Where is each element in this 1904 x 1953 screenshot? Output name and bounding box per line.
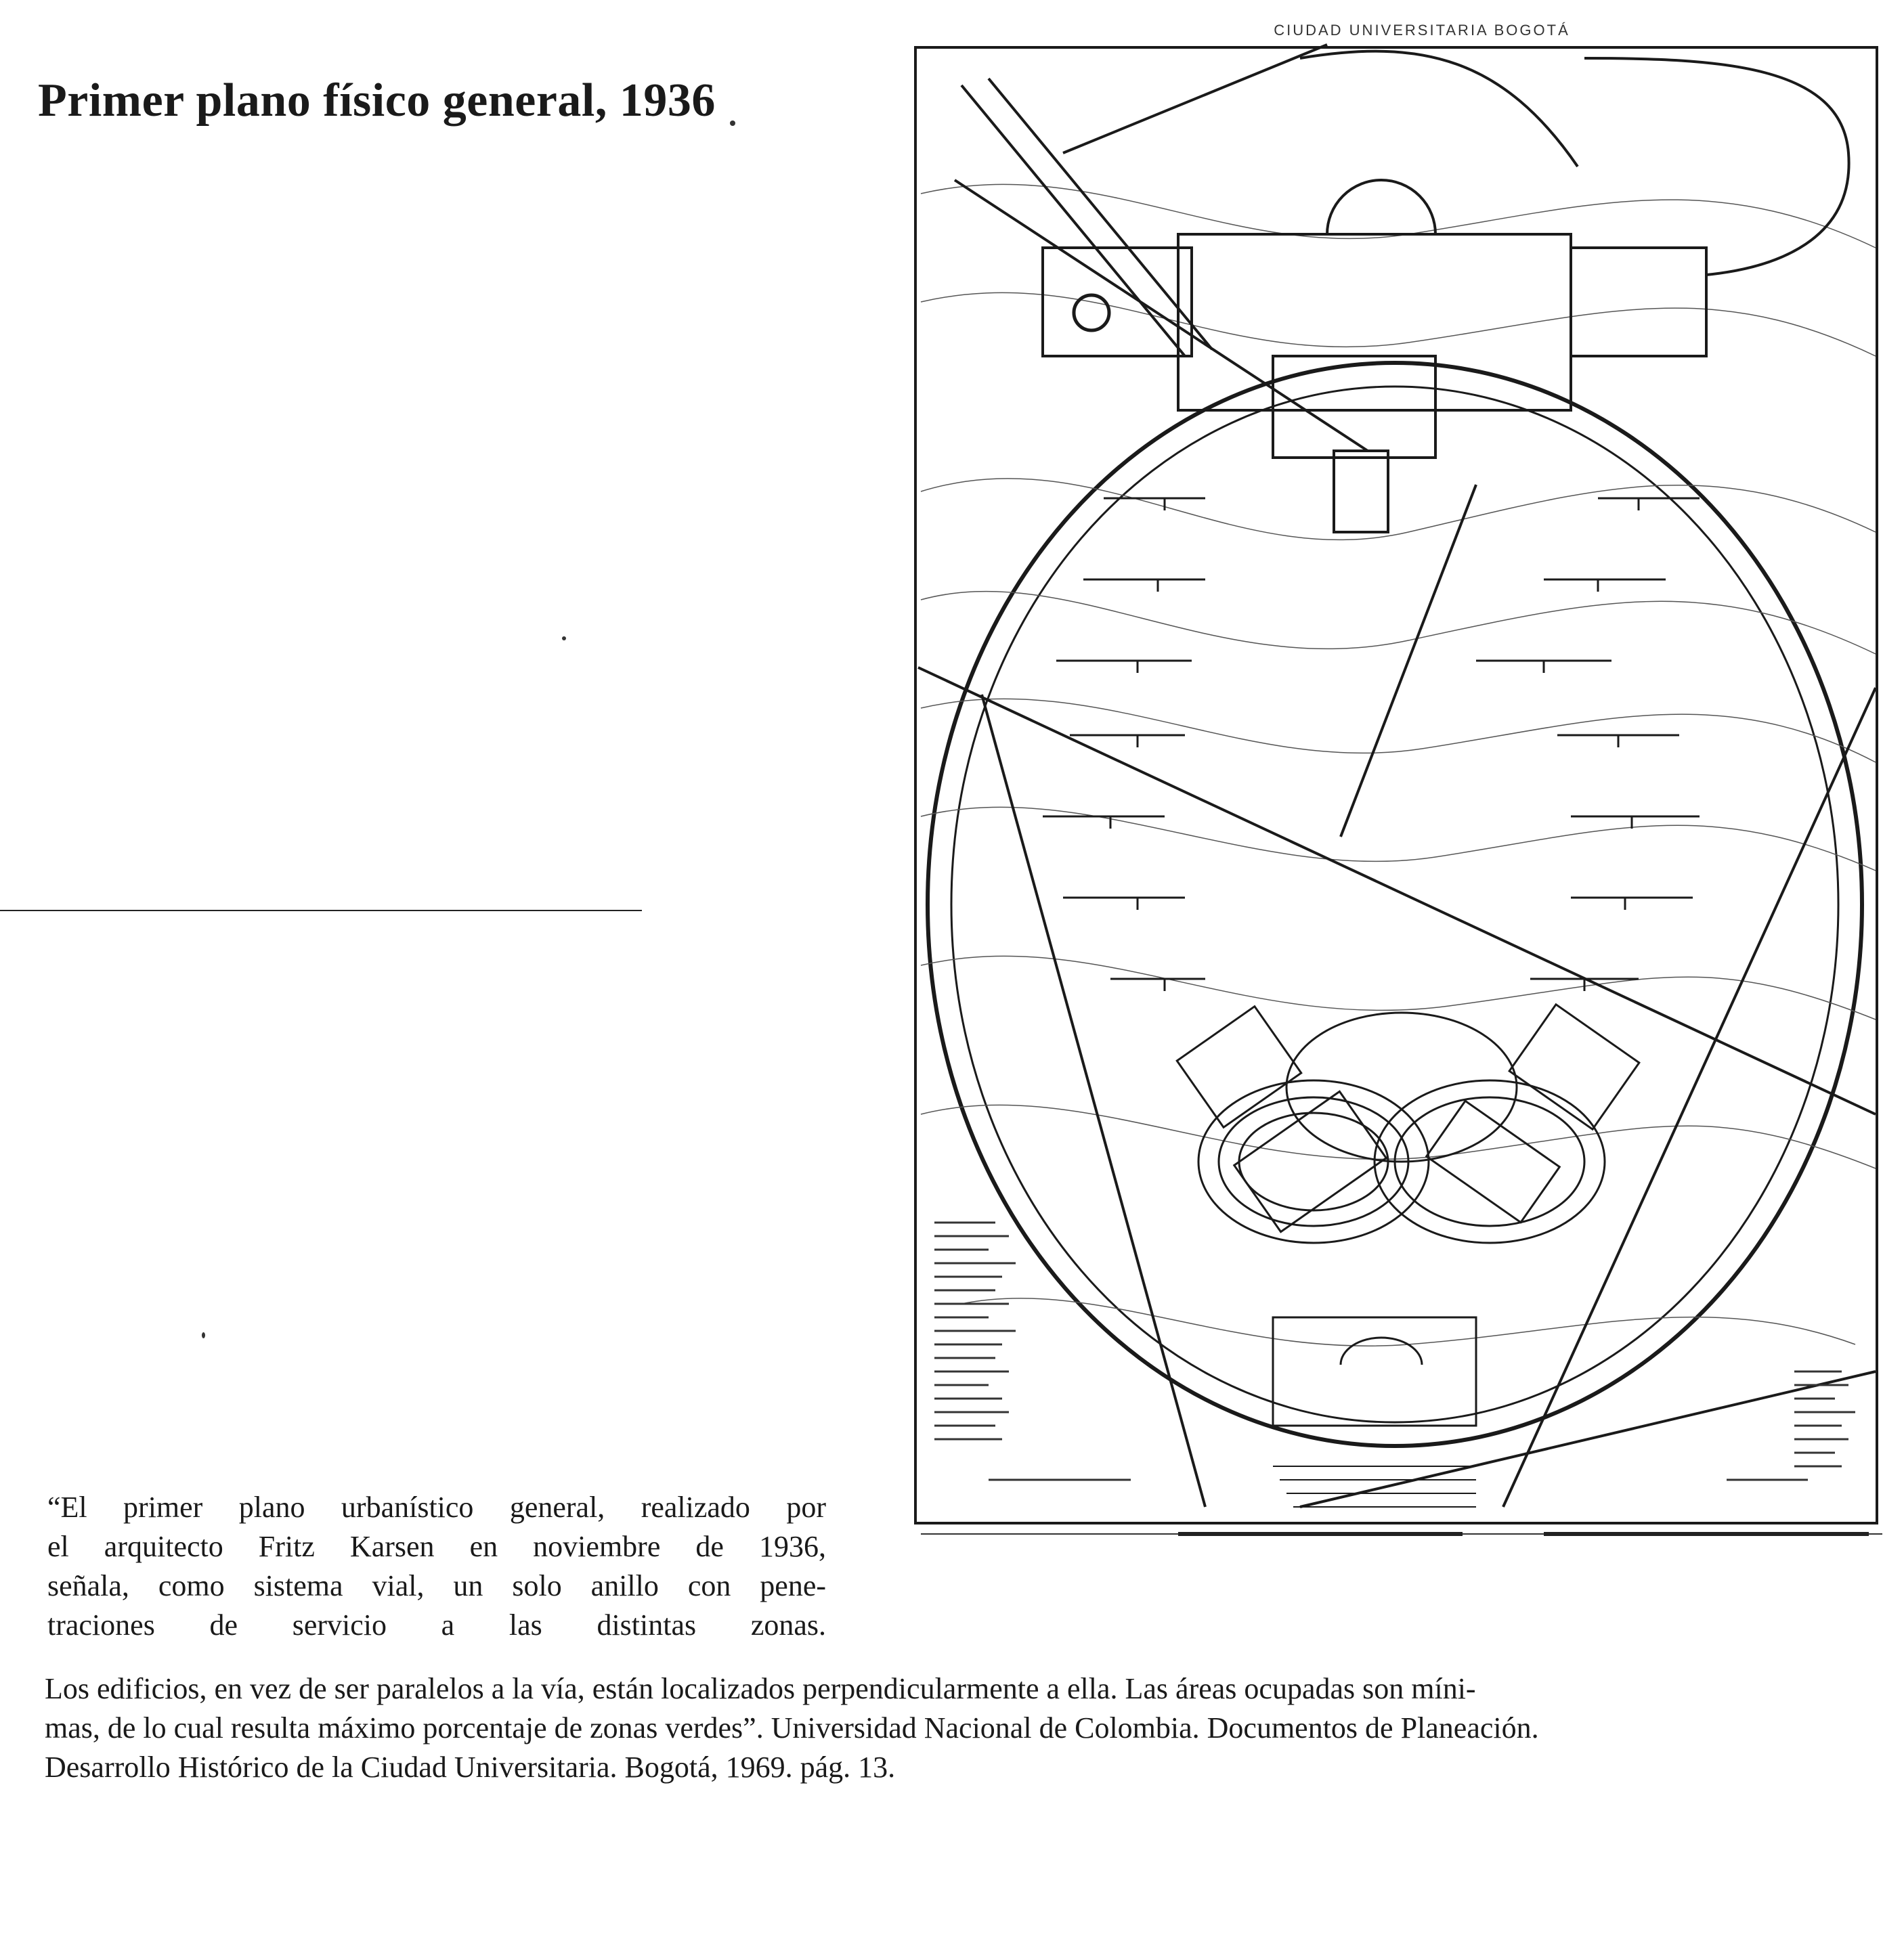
contour-line [921,184,1876,248]
caption-intro-line: traciones de servicio a las distintas zonas. [47,1608,826,1642]
diagonal-road [1341,485,1476,837]
building-right [1557,735,1679,747]
caption-body-line: Los edificios, en vez de ser paralelos a la vía, están localizados perpendicularmente a ella. Las áreas ocupadas son míni- [45,1672,1476,1705]
building-left [1110,979,1205,991]
scan-speck [730,120,735,126]
plan-frame [915,47,1877,1523]
caption-body [45,1669,1893,1787]
caption-intro-line: señala, como sistema vial, un solo anillo con pene- [47,1569,826,1602]
sports-building [1177,1007,1301,1128]
ring-road-outer [928,363,1862,1446]
building-left [1043,816,1165,829]
top-building [1043,248,1192,356]
page-title: Primer plano físico general, 1936 [38,74,716,127]
stadium-field [1234,1091,1386,1231]
diagonal-road [918,667,1876,1114]
caption-intro-line: “El primer plano urbanístico general, realizado por [47,1491,826,1524]
top-road [1300,51,1578,167]
south-building [1273,1317,1476,1426]
top-road [1063,45,1327,153]
building-right [1544,579,1666,592]
contour-line [921,1105,1876,1168]
top-building [1334,451,1388,532]
contour-line [921,292,1876,356]
contour-line [921,592,1876,654]
building-left [1063,898,1185,910]
top-building [1178,234,1571,410]
divider-line [0,910,642,911]
plan-header-label: CIUDAD UNIVERSITARIA BOGOTÁ [1274,22,1570,39]
caption-body-line: Desarrollo Histórico de la Ciudad Universitaria. Bogotá, 1969. pág. 13. [45,1751,896,1784]
top-road [1584,58,1849,275]
stadium-track [1395,1097,1584,1226]
caption-intro-line: el arquitecto Fritz Karsen en noviembre de 1936, [47,1530,826,1563]
campus-plan-drawing [894,18,1896,1554]
caption-intro [47,1488,826,1645]
caption-body-line: mas, de lo cual resulta máximo porcentaje de zonas verdes”. Universidad Nacional de Colombia. Documentos de Planeación. [45,1711,1539,1744]
plaza-circle [1074,295,1109,330]
stadium-field [1427,1101,1560,1222]
legend-right [1794,1372,1855,1466]
top-building [1571,248,1706,356]
diagonal-road [1300,1372,1876,1507]
legend-left [934,1223,1016,1439]
sports-building [1509,1005,1639,1129]
scan-speck [202,1332,205,1338]
ring-road-inner [951,387,1838,1422]
top-dome [1327,180,1435,234]
building-left [1083,579,1205,592]
south-dome [1341,1338,1422,1365]
building-right [1571,898,1693,910]
campus-plan-figure [894,18,1896,1554]
building-right [1476,661,1611,673]
contour-line [921,956,1876,1019]
scan-speck [562,636,566,640]
building-right [1598,498,1700,510]
building-left [1056,661,1192,673]
top-road [989,79,1212,349]
contour-line [921,699,1876,762]
